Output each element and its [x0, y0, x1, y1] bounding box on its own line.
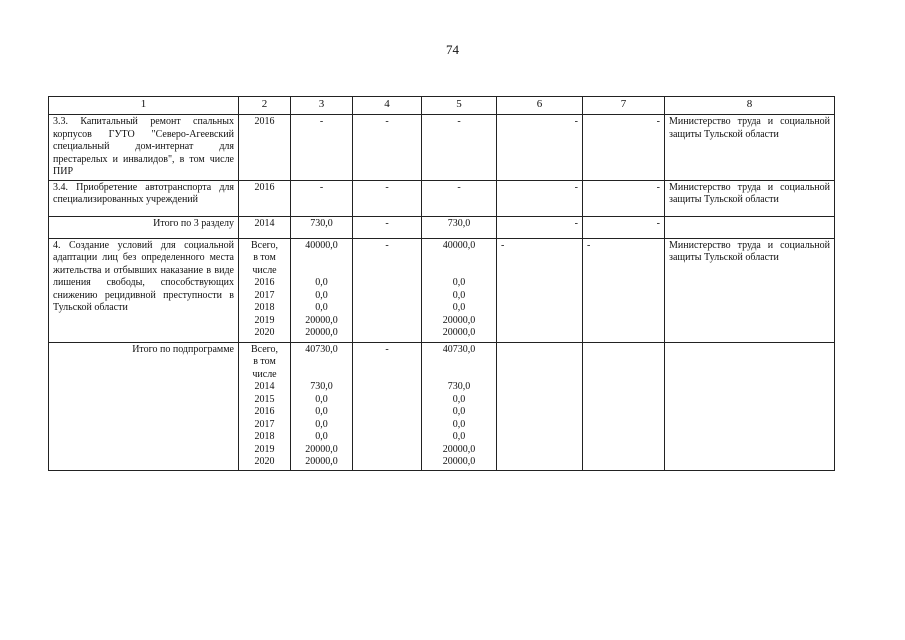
list-line: 2018	[254, 431, 275, 442]
list-line: 2014	[254, 381, 275, 392]
list-line	[426, 252, 492, 265]
list-line: 0,0	[452, 277, 466, 288]
list-line: 20000,0	[305, 443, 338, 455]
table-row	[49, 216, 835, 238]
list-line: 0,0	[452, 431, 466, 442]
col-header-7: 7	[583, 97, 665, 115]
list-line: 0,0	[315, 406, 328, 417]
list-line: 0,0	[315, 393, 328, 405]
cell-col4: -	[353, 238, 422, 342]
list-line: 2018	[254, 302, 275, 313]
cell-col3: -	[291, 115, 353, 181]
table-row	[49, 342, 835, 470]
cell-col5: -	[422, 180, 497, 216]
list-line: 0,0	[452, 289, 466, 301]
list-line: 730,0	[310, 381, 333, 392]
list-line: Всего,	[250, 239, 279, 251]
list-line: 40730,0	[442, 343, 476, 355]
col-header-6: 6	[497, 97, 583, 115]
cell-col5: -	[422, 115, 497, 181]
list-line: 20000,0	[305, 456, 338, 467]
row-title: 4. Создание условий для социальной адаптации лиц без определенного места жительства и отбывших наказание в виде лишения свободы, способствующих снижению рецидивной преступности в Тульской области	[49, 238, 239, 342]
list-line: 0,0	[315, 302, 328, 313]
cell-col4: -	[353, 115, 422, 181]
cell-col6	[497, 342, 583, 470]
list-line	[426, 356, 492, 369]
list-line: 0,0	[452, 406, 466, 417]
row-title: 3.3. Капитальный ремонт спальных корпусов ГУТО "Северо-Агеевский специальный дом-интернат для престарелых и инвалидов", в том числе ПИР	[49, 115, 239, 181]
list-line: 20000,0	[442, 443, 476, 455]
list-line: 0,0	[315, 418, 328, 430]
list-line: 40000,0	[442, 239, 476, 251]
list-line: 40730,0	[305, 343, 338, 355]
row-title: 3.4. Приобретение автотранспорта для специализированных учреждений	[49, 180, 239, 216]
row-title: Итого по 3 разделу	[49, 216, 239, 238]
list-line: Всего,	[250, 343, 279, 355]
row-year: 2014	[239, 216, 291, 238]
list-line: в том	[253, 252, 276, 263]
row-year: 2016	[239, 115, 291, 181]
list-line: 0,0	[315, 289, 328, 301]
cell-col4: -	[353, 342, 422, 470]
cell-col7: -	[583, 238, 665, 342]
list-line: 2017	[254, 418, 275, 430]
list-line: 2015	[254, 393, 275, 405]
col-header-2: 2	[239, 97, 291, 115]
list-line: 20000,0	[442, 314, 476, 326]
list-line: в том	[253, 356, 276, 367]
cell-col7: -	[583, 180, 665, 216]
table-row	[49, 115, 835, 181]
list-line: 20000,0	[305, 314, 338, 326]
table-row	[49, 180, 835, 216]
responsible-org: Министерство труда и социальной защиты Тульской области	[665, 238, 835, 342]
list-line	[426, 265, 492, 278]
list-line: 2016	[254, 406, 275, 417]
cell-col6: -	[497, 216, 583, 238]
header-row	[49, 97, 835, 115]
cell-col4: -	[353, 180, 422, 216]
cell-col6: -	[497, 180, 583, 216]
list-line: 0,0	[452, 302, 466, 313]
cell-col7: -	[583, 115, 665, 181]
list-line: 0,0	[452, 393, 466, 405]
list-line: 730,0	[447, 381, 471, 392]
responsible-org: Министерство труда и социальной защиты Тульской области	[665, 180, 835, 216]
list-line	[295, 252, 348, 265]
cell-col4: -	[353, 216, 422, 238]
list-line: 0,0	[315, 277, 328, 288]
cell-col5-list	[422, 238, 497, 342]
col-header-3: 3	[291, 97, 353, 115]
col-header-4: 4	[353, 97, 422, 115]
row-year: 2016	[239, 180, 291, 216]
list-line	[426, 369, 492, 382]
list-line: 2019	[254, 443, 275, 455]
row-title: Итого по подпрограмме	[49, 342, 239, 470]
budget-table	[48, 96, 835, 471]
cell-col3: -	[291, 180, 353, 216]
list-line: 2020	[254, 327, 275, 338]
responsible-org	[665, 342, 835, 470]
cell-col5-list	[422, 342, 497, 470]
responsible-org	[665, 216, 835, 238]
page-number: 74	[446, 42, 459, 57]
list-line	[295, 369, 348, 382]
cell-col3-list	[291, 238, 353, 342]
cell-col7: -	[583, 216, 665, 238]
row-years-list	[239, 342, 291, 470]
cell-col6: -	[497, 238, 583, 342]
list-line	[295, 356, 348, 369]
list-line: 0,0	[452, 418, 466, 430]
list-line: 2020	[254, 456, 275, 467]
col-header-8: 8	[665, 97, 835, 115]
list-line: 40000,0	[305, 239, 338, 251]
cell-col6: -	[497, 115, 583, 181]
list-line: 2019	[254, 314, 275, 326]
cell-col3: 730,0	[291, 216, 353, 238]
list-line: 2017	[254, 289, 275, 301]
list-line: 20000,0	[305, 327, 338, 338]
col-header-5: 5	[422, 97, 497, 115]
list-line: числе	[252, 368, 277, 380]
list-line: 20000,0	[442, 456, 476, 467]
list-line: 20000,0	[442, 327, 476, 338]
cell-col5: 730,0	[422, 216, 497, 238]
list-line	[295, 265, 348, 278]
table-row	[49, 238, 835, 342]
cell-col3-list	[291, 342, 353, 470]
responsible-org: Министерство труда и социальной защиты Тульской области	[665, 115, 835, 181]
list-line: 2016	[254, 277, 275, 288]
col-header-1: 1	[49, 97, 239, 115]
cell-col7	[583, 342, 665, 470]
list-line: 0,0	[315, 431, 328, 442]
list-line: числе	[252, 264, 277, 276]
row-years-list	[239, 238, 291, 342]
